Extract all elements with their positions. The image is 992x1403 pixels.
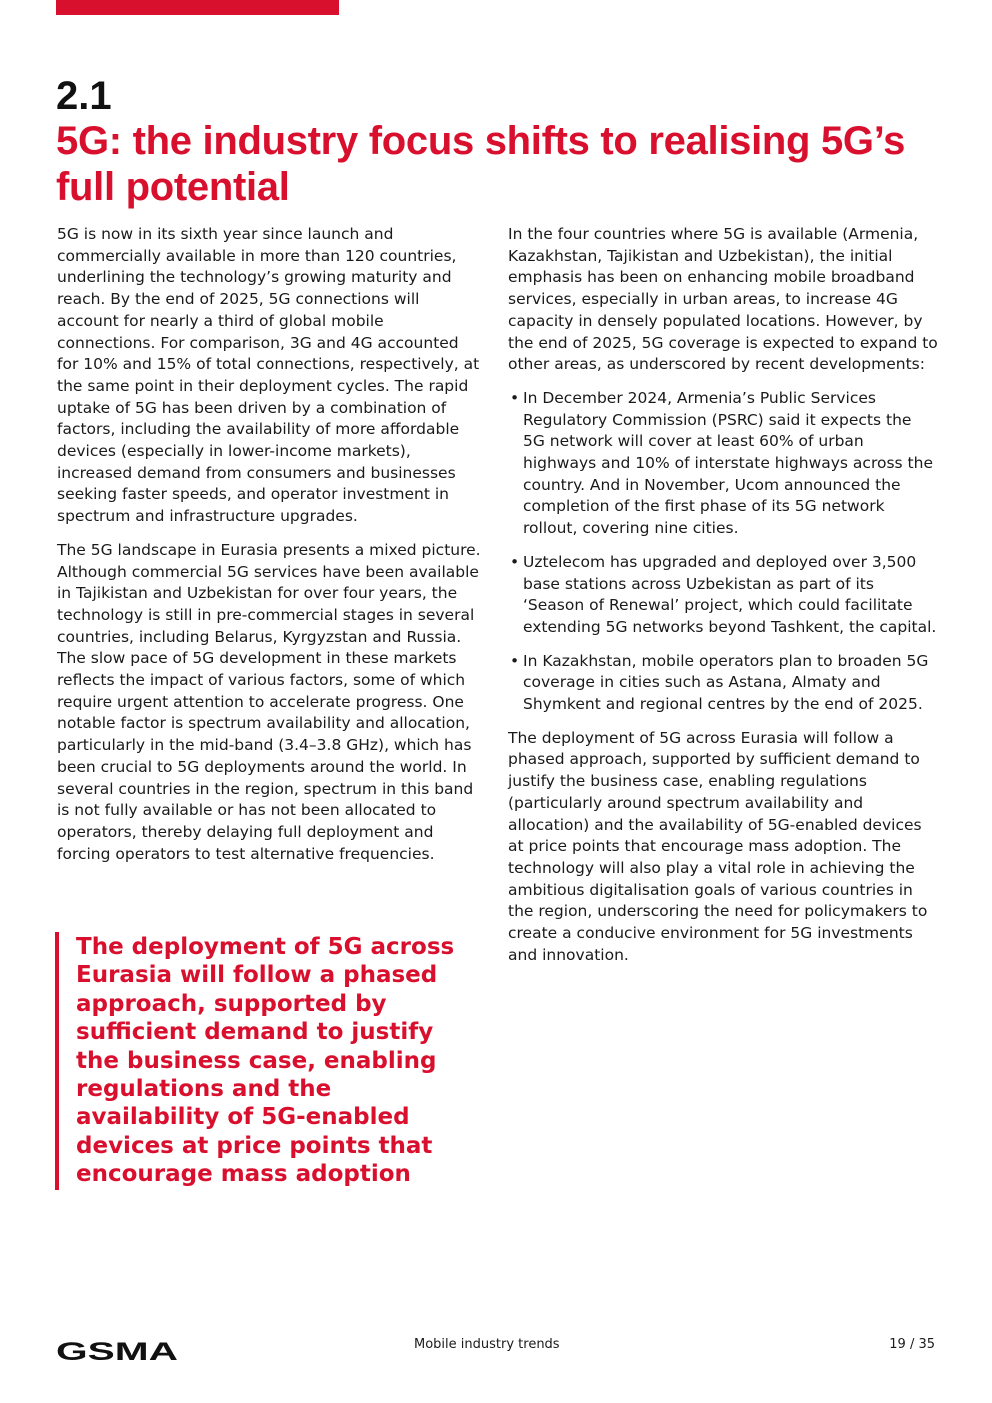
bullet-icon: • [510, 552, 520, 571]
right-column [508, 224, 938, 979]
paragraph: The deployment of 5G across Eurasia will follow a phased approach, supported by sufficient demand to justify the business case, enabling regulations (particularly around spectrum availability and allocation) and the availability of 5G-enabled devices at price points that encourage mass adoption. The technology will also play a vital role in achieving the ambitious digitalisation goals of various countries in the region, underscoring the need for policymakers to create a conducive environment for 5G investments and innovation. [508, 728, 928, 964]
paragraph: In the four countries where 5G is available (Armenia, Kazakhstan, Tajikistan and Uzbekistan), the initial emphasis has been on enhancing mobile broadband services, especially in urban areas, to increase 4G capacity in densely populated locations. However, by the end of 2025, 5G coverage is expected to expand to other areas, as underscored by recent developments: [508, 225, 938, 374]
list-item [508, 651, 938, 716]
top-accent-bar [56, 0, 339, 15]
list-item [508, 552, 938, 639]
pull-quote: The deployment of 5G across Eurasia will follow a phased approach, supported by sufficient demand to justify the business case, enabling regulations and the availability of 5G-enabled devices at price points that encourage mass adoption [55, 932, 461, 1190]
bullet-icon: • [510, 388, 520, 407]
list-item [508, 388, 938, 540]
page-indicator: 19 / 35 [889, 1337, 935, 1352]
gsma-logo-icon [56, 1340, 178, 1362]
bullet-icon: • [510, 651, 520, 670]
left-column [57, 224, 481, 877]
paragraph: 5G is now in its sixth year since launch and commercially available in more than 120 countries, underlining the technology’s growing maturity and reach. By the end of 2025, 5G connections will account for nearly a third of global mobile connections. For comparison, 3G and 4G accounted for 10% and 15% of total connections, respectively, at the same point in their deployment cycles. The rapid uptake of 5G has been driven by a combination of factors, including the availability of more affordable devices (especially in lower-income markets), increased demand from consumers and businesses seeking faster speeds, and operator investment in spectrum and infrastructure upgrades. [57, 225, 480, 526]
bullet-list [508, 388, 938, 716]
section-number: 2.1 [56, 74, 112, 118]
list-item-text: In December 2024, Armenia’s Public Services Regulatory Commission (PSRC) said it expects the 5G network will cover at least 60% of urban highways and 10% of interstate highways across the country. And in November, Ucom announced the completion of the first phase of its 5G network rollout, covering nine cities. [523, 388, 933, 538]
list-item-text: Uztelecom has upgraded and deployed over 3,500 base stations across Uzbekistan as part of its ‘Season of Renewal’ project, which could facilitate extending 5G networks beyond Tashkent, the capital. [523, 552, 937, 636]
list-item-text: In Kazakhstan, mobile operators plan to broaden 5G coverage in cities such as Astana, Almaty and Shymkent and regional centres by the end of 2025. [523, 651, 929, 714]
section-title: 5G: the industry focus shifts to realising 5G’s full potential [56, 119, 906, 209]
paragraph: The 5G landscape in Eurasia presents a mixed picture. Although commercial 5G services have been available in Tajikistan and Uzbekistan for over four years, the technology is still in pre-commercial stages in several countries, including Belarus, Kyrgyzstan and Russia. The slow pace of 5G development in these markets reflects the impact of various factors, some of which require urgent attention to accelerate progress. One notable factor is spectrum availability and allocation, particularly in the mid-band (3.4–3.8 GHz), which has been crucial to 5G deployments around the world. In several countries in the region, spectrum in this band is not fully available or has not been allocated to operators, thereby delaying full deployment and forcing operators to test alternative frequencies. [57, 540, 481, 863]
logo-text: GSMA [56, 1340, 178, 1362]
footer-title: Mobile industry trends [414, 1337, 560, 1352]
